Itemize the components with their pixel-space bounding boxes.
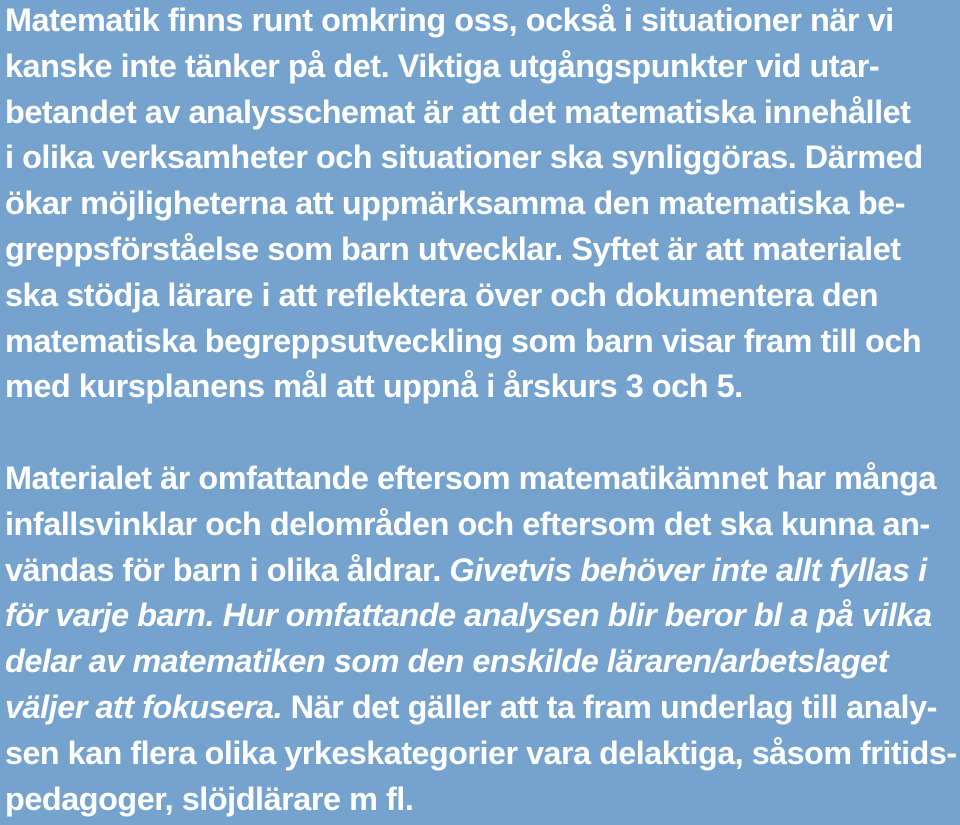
text-line-mixed <box>5 548 960 594</box>
paragraph-scope <box>5 456 960 822</box>
text-line: matematiska begreppsutveckling som barn visar fram till och <box>5 322 922 359</box>
text-line: kanske inte tänker på det. Viktiga utgångspunkter vid utar- <box>5 47 880 84</box>
text-line: med kursplanens mål att uppnå i årskurs 3 och 5. <box>5 368 743 405</box>
italic-text-line: för varje barn. Hur omfattande analysen blir beror bl a på vilka <box>5 597 932 634</box>
text-line: infallsvinklar och delområden och eftersom det ska kunna an- <box>5 505 930 542</box>
text-line-mixed <box>5 685 960 731</box>
italic-text-line: delar av matematiken som den enskilde läraren/arbetslaget <box>5 643 889 680</box>
text-line: betandet av analysschemat är att det matematiska innehållet <box>5 93 911 130</box>
text-segment: vändas för barn i olika åldrar. <box>5 551 450 588</box>
italic-text-segment: Givetvis behöver inte allt fyllas i <box>449 551 927 588</box>
text-line: pedagoger, slöjdlärare m fl. <box>5 780 414 817</box>
text-line: sen kan flera olika yrkeskategorier vara delaktiga, såsom fritids- <box>5 734 957 771</box>
text-line: ska stödja lärare i att reflektera över och dokumentera den <box>5 276 879 313</box>
paragraph-intro <box>5 0 960 410</box>
text-line: ökar möjligheterna att uppmärksamma den matematiska be- <box>5 185 906 222</box>
text-line: i olika verksamheter och situationer ska synliggöras. Därmed <box>5 139 923 176</box>
text-line: Matematik finns runt omkring oss, också i situationer när vi <box>5 2 894 38</box>
text-line: greppsförståelse som barn utvecklar. Syftet är att materialet <box>5 230 901 267</box>
text-line: Materialet är omfattande eftersom matematikämnet har många <box>5 460 937 496</box>
italic-text-segment: väljer att fokusera. <box>5 688 283 725</box>
text-segment: När det gäller att ta fram underlag till analy- <box>282 688 937 725</box>
